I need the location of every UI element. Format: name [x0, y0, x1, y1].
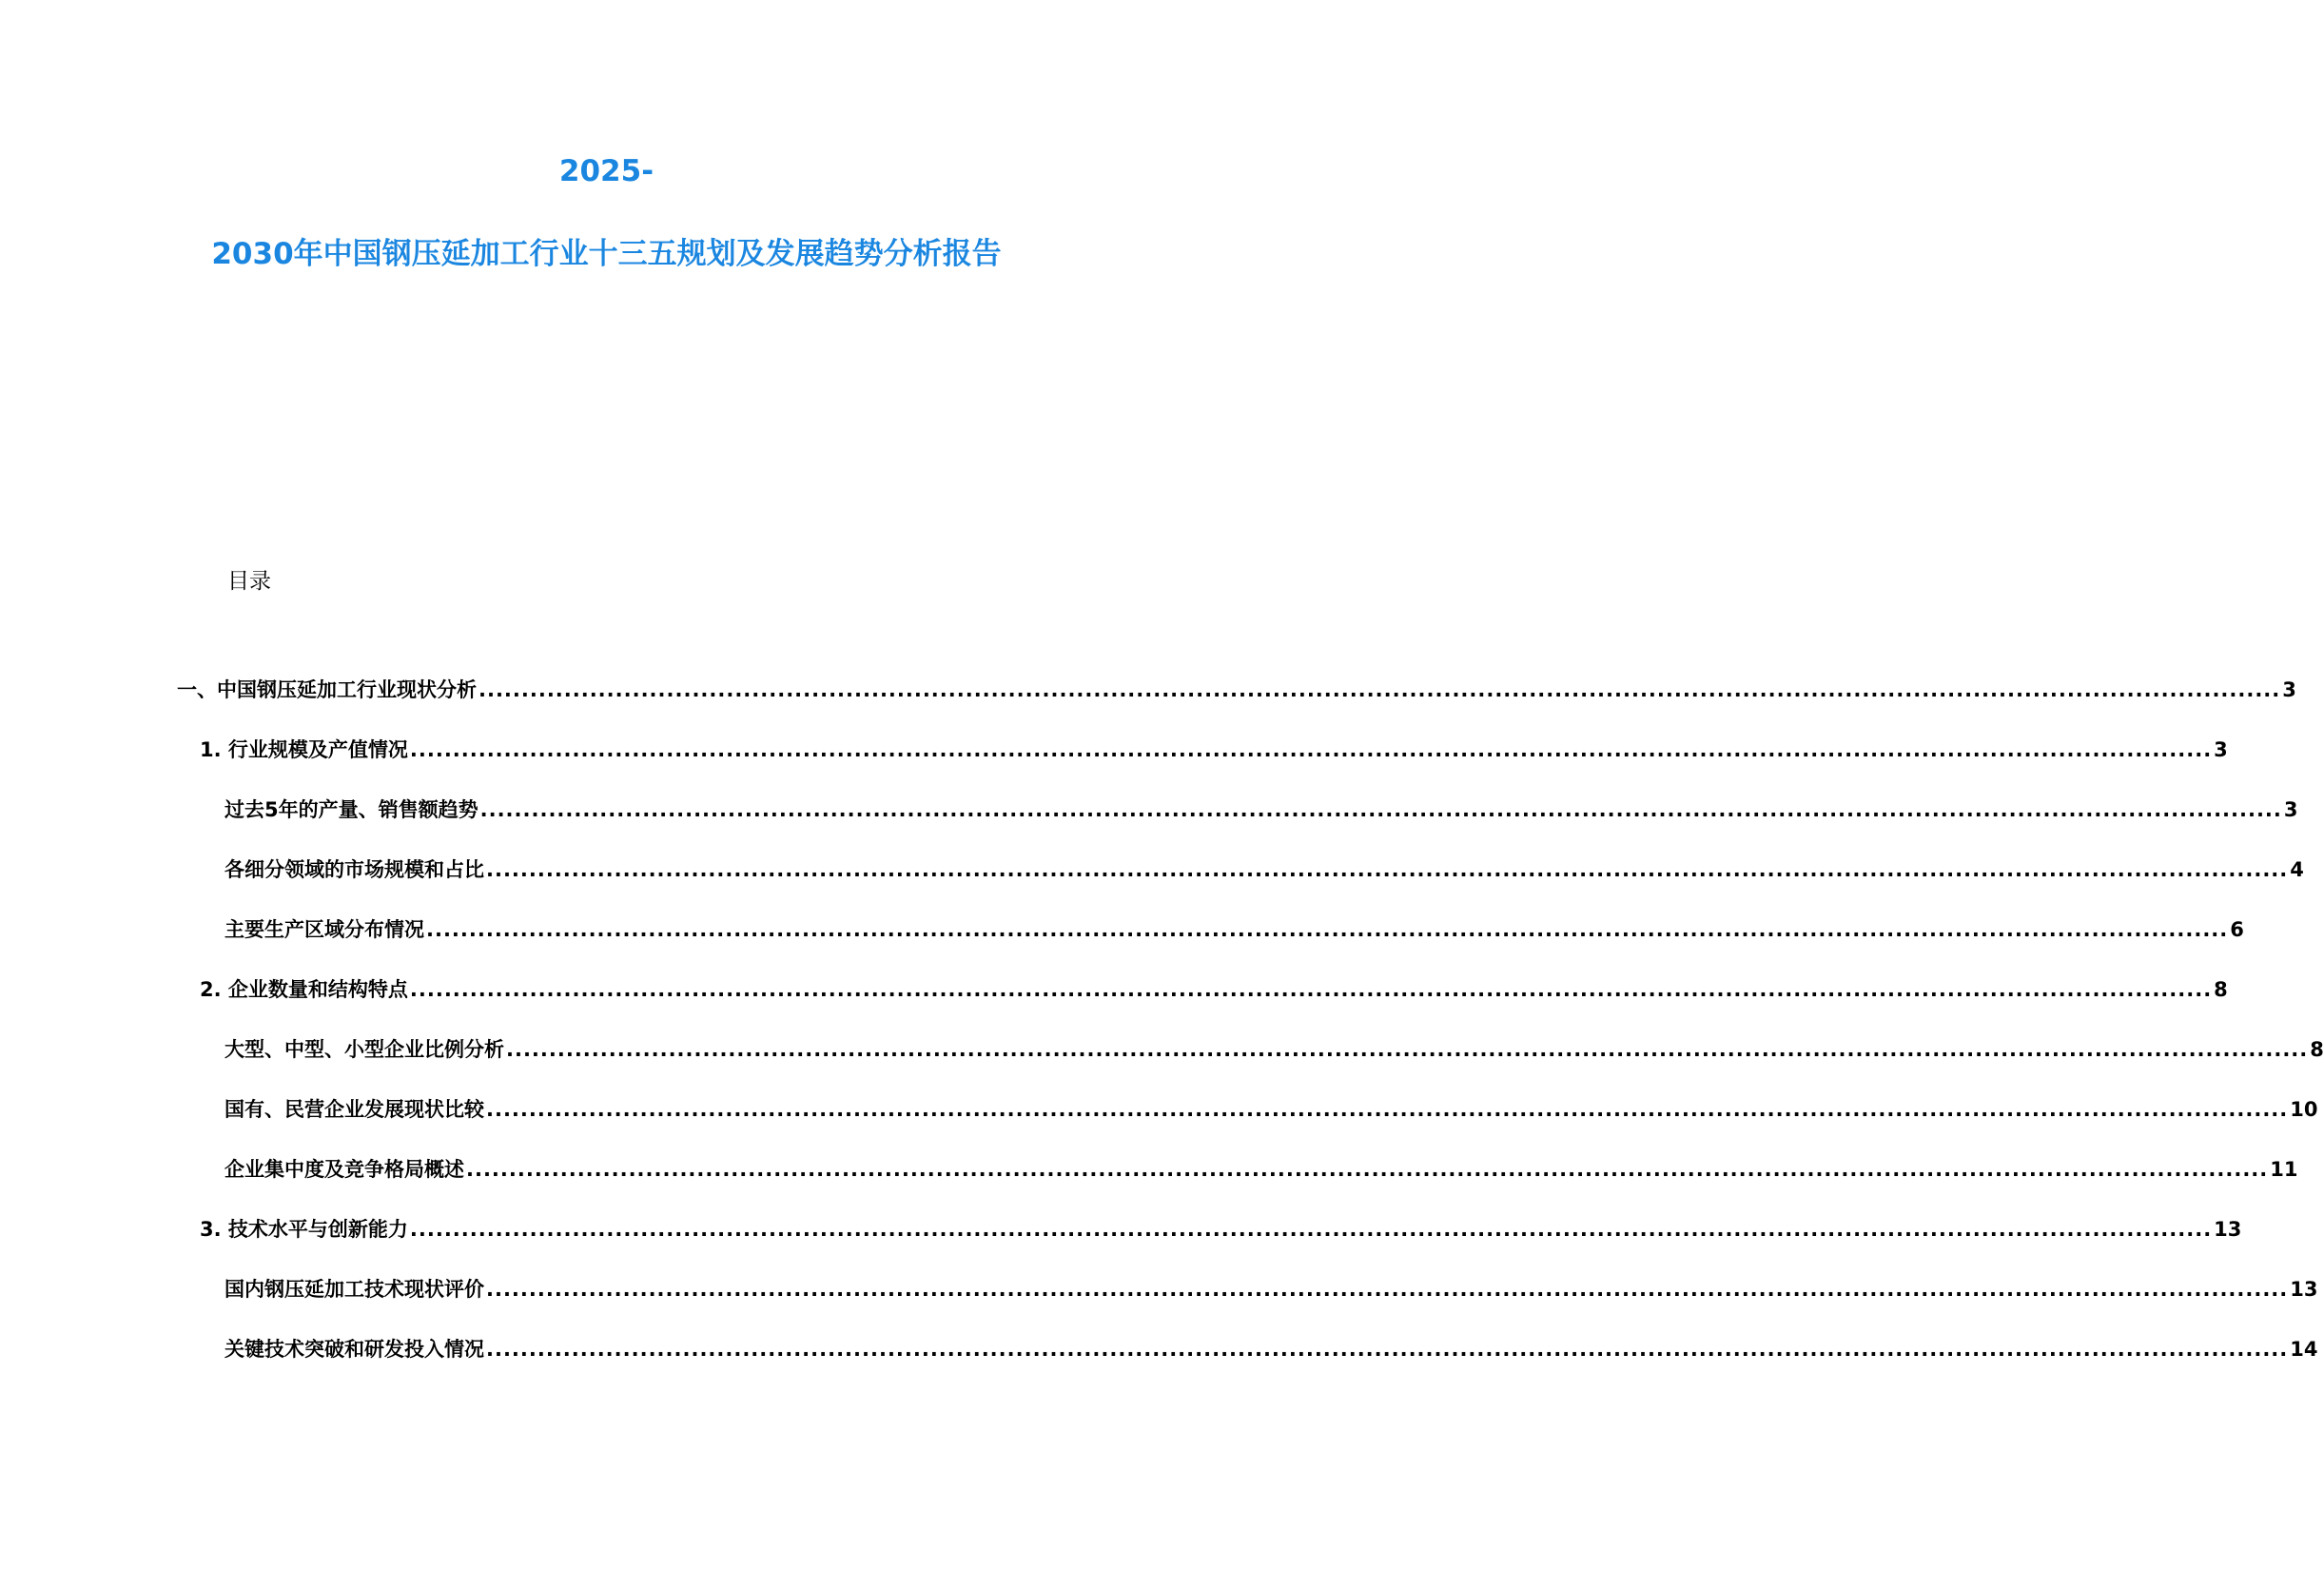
toc-entry-label: 大型、中型、小型企业比例分析 — [225, 1038, 504, 1061]
toc-entry-label: 2. 企业数量和结构特点 — [200, 978, 408, 1001]
toc-entry[interactable] — [200, 975, 2228, 1004]
toc-dot-leader: ................................................................................................................................................................................................................... — [486, 1098, 2289, 1121]
toc-entry[interactable] — [200, 1215, 2242, 1244]
toc-dot-leader: ................................................................................................................................................................................................................... — [486, 858, 2289, 881]
toc-entry-label: 关键技术突破和研发投入情况 — [225, 1338, 484, 1361]
toc-entry-label: 主要生产区域分布情况 — [225, 918, 424, 941]
toc-entry-page: 6 — [2230, 918, 2244, 941]
toc-dot-leader: ................................................................................................................................................................................................................... — [486, 1338, 2289, 1361]
toc-dot-leader: ................................................................................................................................................................................................................... — [478, 678, 2281, 701]
toc-entry[interactable] — [225, 915, 2244, 944]
toc-dot-leader: ................................................................................................................................................................................................................... — [486, 1278, 2289, 1301]
toc-entry-page: 3 — [2214, 738, 2228, 761]
toc-entry-label: 1. 行业规模及产值情况 — [200, 738, 408, 761]
toc-entry[interactable] — [225, 1335, 2318, 1364]
toc-dot-leader: ................................................................................................................................................................................................................... — [409, 738, 2213, 761]
toc-entry[interactable] — [225, 1035, 2324, 1064]
toc-entry-label: 过去5年的产量、销售额趋势 — [225, 798, 478, 821]
toc-entry-page: 3 — [2283, 798, 2298, 821]
report-title-line-1: 2025- — [558, 154, 654, 188]
toc-entry[interactable] — [225, 795, 2298, 824]
toc-dot-leader: ................................................................................................................................................................................................................... — [479, 798, 2282, 821]
toc-entry-label: 国内钢压延加工技术现状评价 — [225, 1278, 484, 1301]
toc-dot-leader: ................................................................................................................................................................................................................... — [426, 918, 2229, 941]
toc-heading: 目录 — [227, 569, 271, 594]
toc-entry[interactable] — [200, 736, 2228, 764]
report-title-line-2: 2030年中国钢压延加工行业十三五规划及发展趋势分析报告 — [211, 237, 1002, 271]
toc-dot-leader: ................................................................................................................................................................................................................... — [409, 1218, 2213, 1241]
toc-dot-leader: ................................................................................................................................................................................................................... — [466, 1158, 2269, 1181]
toc-entry-page: 8 — [2214, 978, 2228, 1001]
toc-entry-page: 11 — [2270, 1158, 2298, 1181]
toc-entry-label: 一、中国钢压延加工行业现状分析 — [177, 678, 477, 701]
toc-entry[interactable] — [177, 676, 2296, 704]
toc-entry[interactable] — [225, 1155, 2298, 1184]
toc-entry-page: 13 — [2290, 1278, 2318, 1301]
toc-entry-label: 3. 技术水平与创新能力 — [200, 1218, 408, 1241]
toc-entry-page: 4 — [2290, 858, 2304, 881]
toc-entry[interactable] — [225, 1095, 2318, 1124]
toc-entry[interactable] — [225, 1275, 2318, 1304]
toc-entry-page: 14 — [2290, 1338, 2318, 1361]
toc-dot-leader: ................................................................................................................................................................................................................... — [506, 1038, 2309, 1061]
toc-entry-page: 3 — [2282, 678, 2296, 701]
toc-entry[interactable] — [225, 855, 2304, 884]
toc-entry-page: 10 — [2290, 1098, 2318, 1121]
toc-dot-leader: ................................................................................................................................................................................................................... — [409, 978, 2213, 1001]
toc-entry-label: 各细分领域的市场规模和占比 — [225, 858, 484, 881]
toc-entry-label: 国有、民营企业发展现状比较 — [225, 1098, 484, 1121]
toc-entry-page: 8 — [2310, 1038, 2324, 1061]
toc-entry-label: 企业集中度及竞争格局概述 — [225, 1158, 464, 1181]
toc-entry-page: 13 — [2214, 1218, 2242, 1241]
